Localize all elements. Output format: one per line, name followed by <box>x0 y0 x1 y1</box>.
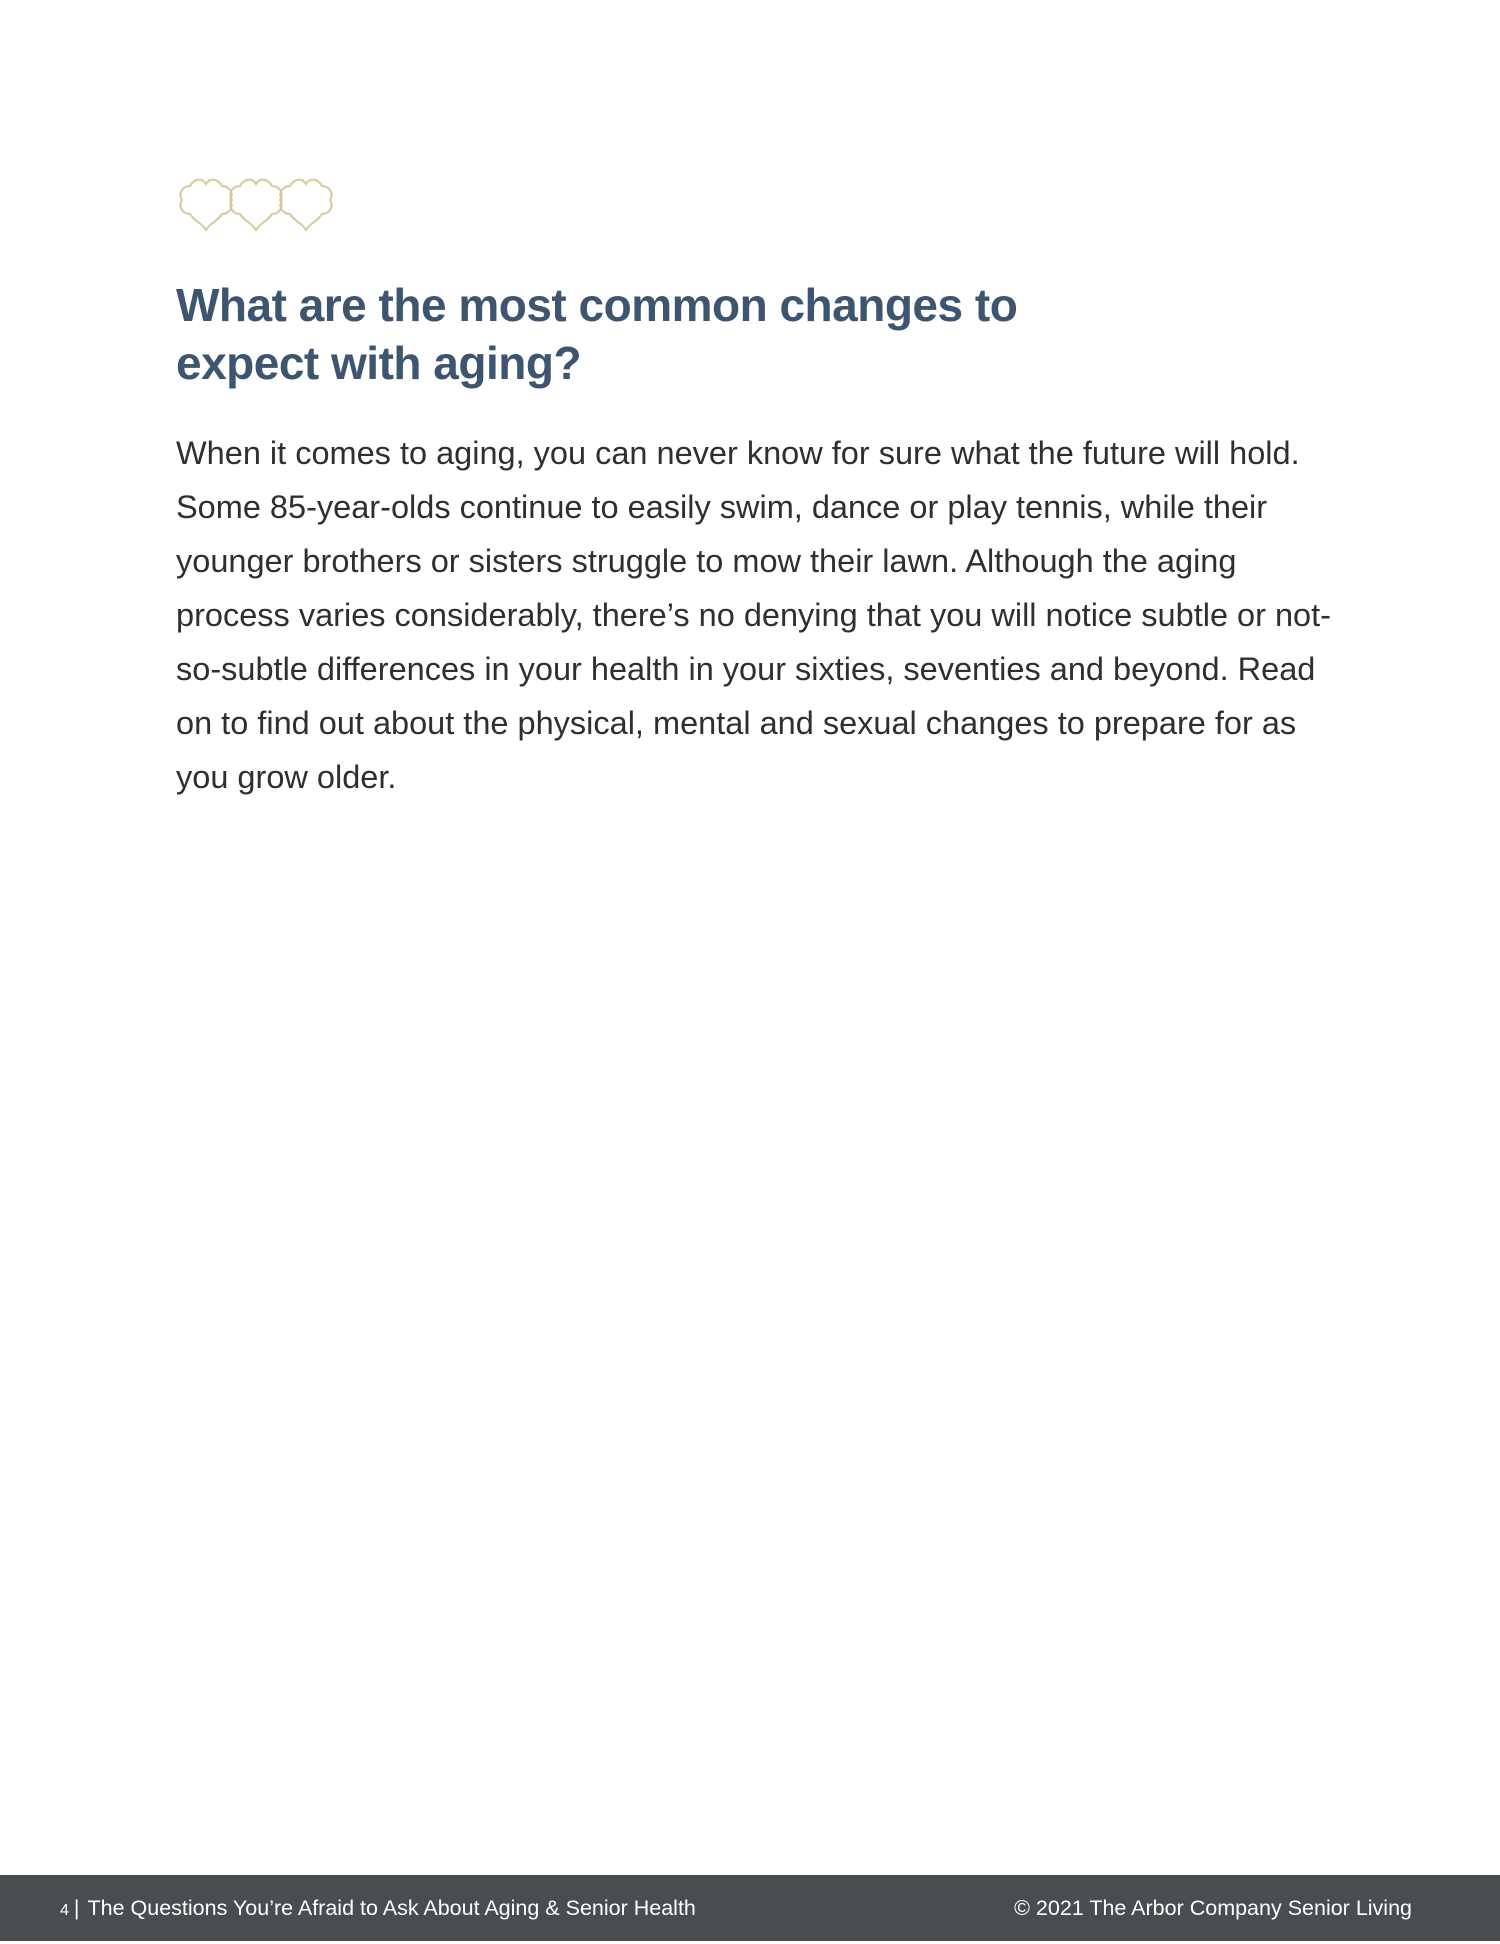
page-number: 4 <box>60 1902 69 1919</box>
intro-paragraph: When it comes to aging, you can never know for sure what the future will hold. Some 85-year-olds continue to easily swim, dance or play tennis, while their younger brothers or sisters struggle to mow their lawn. Although the aging process varies considerably, there’s no denying that you will notice subtle or not-so-subtle differences in your health in your sixties, seventies and beyond. Read on to find out about the physical, mental and sexual changes to prepare for as you grow older. <box>176 435 1331 795</box>
page-title-line-1: What are the most common changes to <box>176 279 1018 331</box>
page-title-line-2: expect with aging? <box>176 337 582 389</box>
document-title: The Questions You’re Afraid to Ask About Aging & Senior Health <box>87 1896 696 1920</box>
trefoil-ornament-icon <box>176 174 336 234</box>
footer-separator: | <box>73 1896 80 1920</box>
page-footer <box>0 1875 1500 1941</box>
copyright-notice: © 2021 The Arbor Company Senior Living <box>1014 1896 1412 1920</box>
footer-left <box>60 1875 696 1941</box>
page-title <box>176 276 1076 392</box>
